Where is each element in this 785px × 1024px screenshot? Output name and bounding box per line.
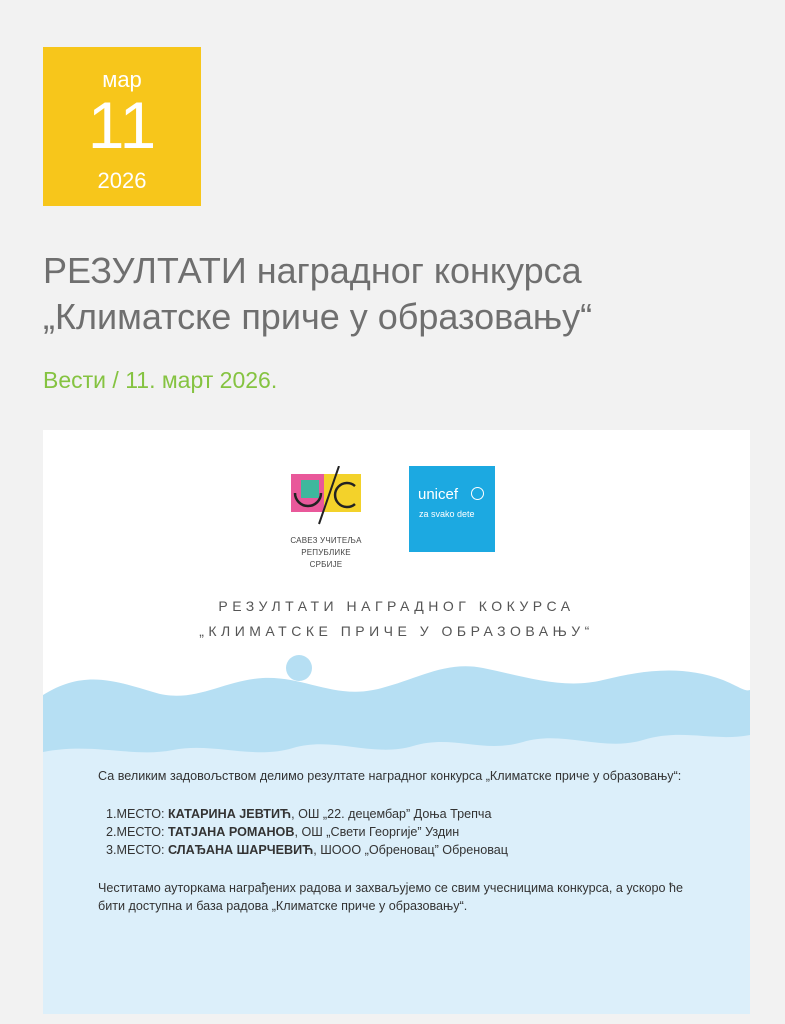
article-title <box>43 248 763 340</box>
article-image <box>43 430 750 1014</box>
article-meta <box>43 367 277 394</box>
list-item: 3.МЕСТО: СЛАЂАНА ШАРЧЕВИЋ, ШООО „Обреновац” Обреновац <box>106 843 509 857</box>
category-link[interactable]: Вести <box>43 367 107 393</box>
poster-heading-line1: РЕЗУЛТАТИ НАГРАДНОГ КОКУРСА <box>218 598 575 614</box>
meta-separator: / <box>106 367 126 393</box>
article-title-line2: „Климатске приче у образовању“ <box>43 296 593 337</box>
date-badge <box>43 47 201 206</box>
poster-body <box>98 767 698 915</box>
unicef-wordmark: unicef <box>418 486 459 503</box>
list-item: 2.МЕСТО: ТАТЈАНА РОМАНОВ, ОШ „Свети Георгије” Уздин <box>106 825 460 839</box>
unicef-logo <box>409 466 495 552</box>
sus-logo <box>286 466 366 571</box>
article-date: 11. март 2026. <box>125 367 278 393</box>
sus-logo-caption: САВЕЗ УЧИТЕЉА РЕПУБЛИКЕ СРБИЈЕ <box>290 536 362 569</box>
poster-closing: Честитамо ауторкама награђених радова и захваљујемо се свим учесницима конкурса, а ускоро ће бити доступна и база радова „Климатске приче у образовању“. <box>98 881 684 913</box>
date-year: 2026 <box>97 168 147 193</box>
globe-icon <box>471 487 484 500</box>
places-list <box>98 805 698 859</box>
date-day: 11 <box>87 88 157 162</box>
poster-intro: Са великим задовољством делимо резултате наградног конкурса „Климатске приче у образовању“: <box>98 769 682 783</box>
list-item: 1.МЕСТО: КАТАРИНА ЈЕВТИЋ, ОШ „22. децембар” Доња Трепча <box>106 807 492 821</box>
article-title-line1: РЕЗУЛТАТИ наградног конкурса <box>43 250 582 291</box>
date-month: мар <box>102 67 142 92</box>
poster-heading-line2: „КЛИМАТСКЕ ПРИЧЕ У ОБРАЗОВАЊУ“ <box>199 623 594 639</box>
sus-emblem-icon <box>291 466 361 526</box>
unicef-tagline: za svako dete <box>419 509 475 519</box>
